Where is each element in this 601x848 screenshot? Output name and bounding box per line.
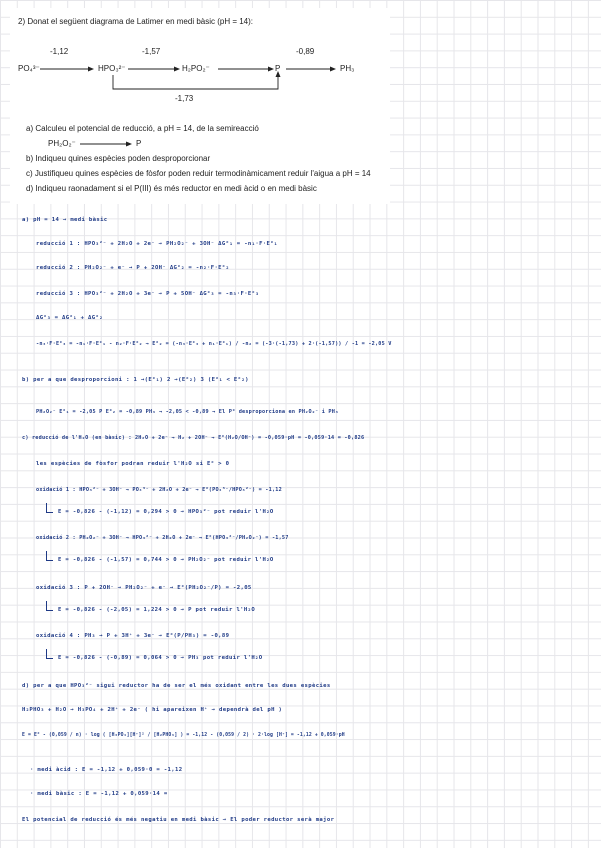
latimer-species-3: H₂PO₂⁻ bbox=[182, 64, 210, 73]
oxidation-3: oxidació 3 : P + 2OH⁻ → PH₂O₂⁻ + e⁻ → E°(PH₂O₂⁻/P) = -2,05 bbox=[36, 585, 252, 591]
oxidation-1-result: E = -0,826 - (-1,12) = 0,294 > 0 → HPO₃²⁻ pot reduir l'H₂O bbox=[58, 509, 274, 515]
basic-medium-result: · medi bàsic : E = -1,12 + 0,059·14 = bbox=[30, 791, 168, 797]
disproportionation-check: PH₂O₂⁻ E°₁ = -2,05 P E°₂ = -0,89 PH₃ → -2,05 < -0,89 → El P° desproporciona en PH₂O₂⁻ i PH₃ bbox=[36, 409, 339, 415]
reduction-1: reducció 1 : HPO₃²⁻ + 2H₂O + 2e⁻ → PH₂O₂⁻ + 3OH⁻ ΔG°₁ = -n₁·F·E°₁ bbox=[36, 241, 278, 247]
result-hook-3 bbox=[46, 601, 53, 611]
question-a: a) Calculeu el potencial de reducció, a pH = 14, de la semireacció bbox=[26, 124, 259, 133]
problem-header: 2) Donat el següent diagrama de Latimer en medi bàsic (pH = 14): bbox=[18, 17, 254, 26]
latimer-potential-4: -0,89 bbox=[296, 47, 315, 56]
reduce-water-condition: les espècies de fòsfor podran reduir l'H₂O si E° > 0 bbox=[36, 461, 230, 467]
answer-b-heading: b) per a que desproporcioni : 1 →(E°₁) 2 →(E°₂) 3 (E°₁ < E°₂) bbox=[22, 377, 249, 383]
question-d: d) Indiqueu raonadament si el P(III) és més reductor en medi àcid o en medi bàsic bbox=[26, 184, 317, 193]
latimer-species-4: P bbox=[275, 64, 281, 73]
latimer-species-1: PO₄³⁻ bbox=[18, 64, 40, 73]
oxidation-4: oxidació 4 : PH₃ → P + 3H⁺ + 3e⁻ → E°(P/PH₃) = -0,89 bbox=[36, 633, 230, 639]
latimer-bypass-potential: -1,73 bbox=[175, 94, 194, 103]
problem-statement bbox=[10, 8, 390, 204]
latimer-potential-1: -1,12 bbox=[50, 47, 69, 56]
latimer-bypass-line bbox=[113, 75, 278, 89]
result-hook-1 bbox=[46, 503, 53, 513]
oxidation-3-result: E = -0,826 - (-2,05) = 1,224 > 0 → P pot reduir l'H₂O bbox=[58, 607, 256, 613]
answer-c-heading: c) reducció de l'H₂O (en bàsic) : 2H₂O + 2e⁻ → H₂ + 2OH⁻ → E°(H₂O/OH⁻) = -0,059·pH = -0,059·14 = -0,826 bbox=[22, 435, 365, 441]
result-hook-2 bbox=[46, 551, 53, 561]
oxidation-2: oxidació 2 : PH₂O₂⁻ + 3OH⁻ → HPO₃²⁻ + 2H₂O + 2e⁻ → E°(HPO₃²⁻/PH₂O₂⁻) = -1,57 bbox=[36, 535, 289, 541]
question-b: b) Indiqueu quines espècies poden desproporcionar bbox=[26, 154, 211, 163]
half-reaction-product: P bbox=[136, 139, 142, 148]
gibbs-sum: ΔG°₃ = ΔG°₁ + ΔG°₂ bbox=[36, 315, 103, 321]
oxidation-reaction-d: H₂PHO₃ + H₂O → H₃PO₄ + 2H⁺ + 2e⁻ ( hi apareixen H⁺ → dependrà del pH ) bbox=[22, 707, 283, 713]
half-reaction-reactant: PH₂O₂⁻ bbox=[48, 139, 76, 148]
latimer-diagram bbox=[10, 8, 390, 108]
answer-a-heading: a) pH = 14 → medi bàsic bbox=[22, 217, 108, 223]
oxidation-1: oxidació 1 : HPO₃²⁻ + 3OH⁻ → PO₄³⁻ + 2H₂O + 2e⁻ → E°(PO₄³⁻/HPO₃²⁻) = -1,12 bbox=[36, 487, 282, 493]
potential-calculation: -n₃·F·E°₃ = -n₁·F·E°₁ - n₂·F·E°₂ → E°₂ = (-n₃·E°₃ + n₁·E°₁) / -n₂ = (-3·(-1,73) + 2·(-1,57)) / -1 = -2,05 V bbox=[36, 341, 392, 347]
reduction-3: reducció 3 : HPO₃²⁻ + 2H₂O + 3e⁻ → P + 5OH⁻ ΔG°₃ = -n₃·F·E°₃ bbox=[36, 291, 260, 297]
latimer-species-5: PH₃ bbox=[340, 64, 355, 73]
oxidation-2-result: E = -0,826 - (-1,57) = 0,744 > 0 → PH₂O₂⁻ pot reduir l'H₂O bbox=[58, 557, 274, 563]
result-hook-4 bbox=[46, 649, 53, 659]
latimer-species-2: HPO₃²⁻ bbox=[98, 64, 126, 73]
conclusion: El potencial de reducció és més negatiu en medi bàsic → El poder reductor serà major bbox=[22, 817, 335, 823]
half-reaction-arrow bbox=[78, 139, 134, 149]
nernst-equation: E = E° - (0,059 / n) · log ( [H₃PO₄][H⁺]² / [H₂PHO₃] ) = -1,12 - (0,059 / 2) · 2·log [H⁺] = -1,12 + 0,059·pH bbox=[22, 733, 345, 738]
latimer-potential-2: -1,57 bbox=[142, 47, 161, 56]
question-c: c) Justifiqueu quines espècies de fòsfor poden reduir termodinàmicament reduir l'aigua a pH = 14 bbox=[26, 169, 371, 178]
acid-medium-result: · medi àcid : E = -1,12 + 0,059·0 = -1,12 bbox=[30, 767, 183, 773]
answer-d-heading: d) per a que HPO₃²⁻ sigui reductor ha de ser el més oxidant entre les dues espècies bbox=[22, 683, 331, 689]
reduction-2: reducció 2 : PH₂O₂⁻ + e⁻ → P + 2OH⁻ ΔG°₂ = -n₂·F·E°₂ bbox=[36, 265, 230, 271]
oxidation-4-result: E = -0,826 - (-0,89) = 0,064 > 0 → PH₃ pot reduir l'H₂O bbox=[58, 655, 263, 661]
